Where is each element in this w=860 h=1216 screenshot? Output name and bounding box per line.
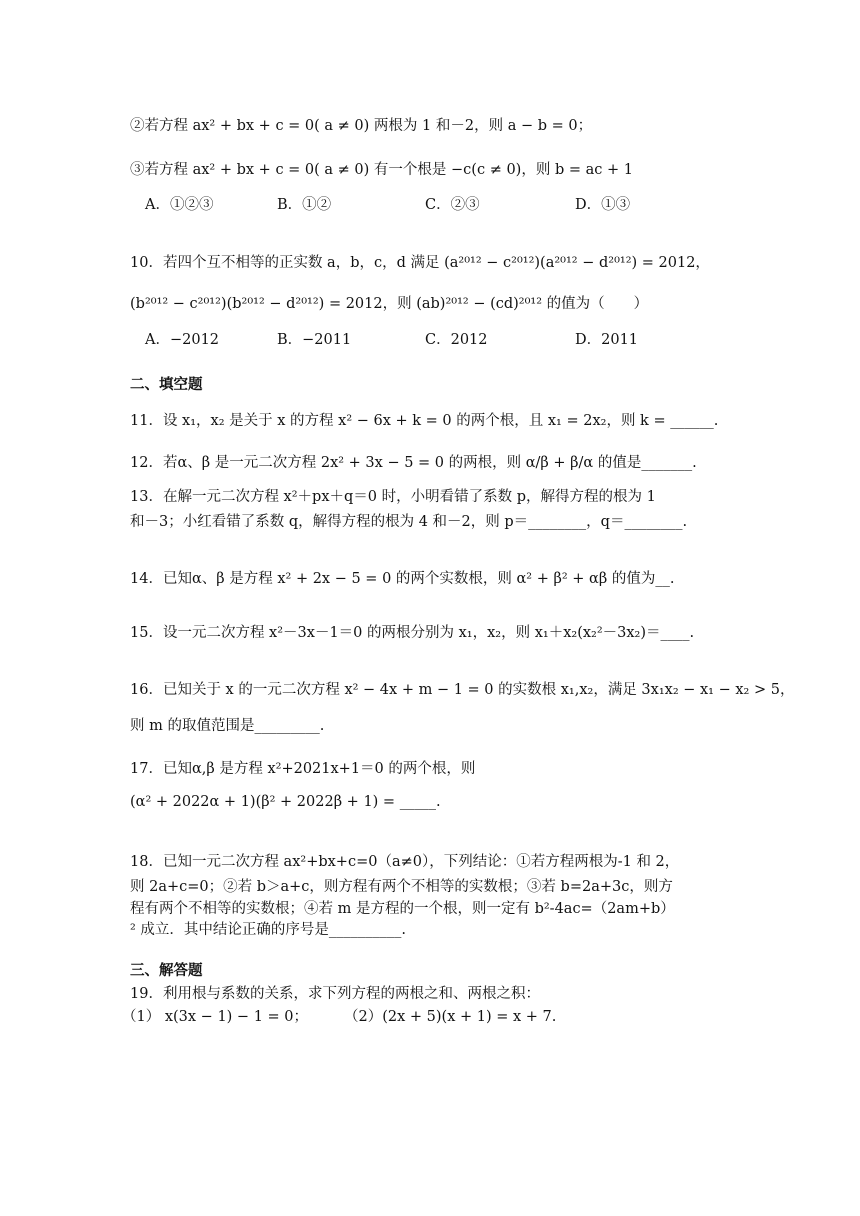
q9-option-a: A．①②③ [145,197,214,213]
q14: 14．已知α、β 是方程 x² + 2x − 5 = 0 的两个实数根，则 α² + β² + αβ 的值为__. [130,571,675,587]
q9-statement-2: ②若方程 ax² + bx + c = 0( a ≠ 0) 两根为 1 和－2，则 a − b = 0； [130,118,593,134]
q17-line-2: (α² + 2022α + 1)(β² + 2022β + 1) = _____. [130,794,441,810]
q18-line-2: 则 2a+c=0；②若 b＞a+c，则方程有两个不相等的实数根；③若 b=2a+3c，则方 [130,879,673,895]
q12: 12．若α、β 是一元二次方程 2x² + 3x − 5 = 0 的两根，则 α/β + β/α 的值是_______. [130,455,697,471]
q16-line-2: 则 m 的取值范围是_________. [130,718,325,734]
q15: 15．设一元二次方程 x²－3x－1＝0 的两根分别为 x₁，x₂，则 x₁＋x₂(x₂²－3x₂)＝____. [130,625,695,641]
q9-option-c: C．②③ [425,197,480,213]
q10-line-1: 10．若四个互不相等的正实数 a，b，c，d 满足 (a²⁰¹² − c²⁰¹²)(a²⁰¹² − d²⁰¹²) = 2012， [130,255,710,271]
q19-part-2: （2）(2x + 5)(x + 1) = x + 7. [344,1009,557,1025]
q10-option-b: B．−2011 [277,332,352,348]
q10-line-2: (b²⁰¹² − c²⁰¹²)(b²⁰¹² − d²⁰¹²) = 2012，则 (ab)²⁰¹² − (cd)²⁰¹² 的值为（ ） [130,296,649,312]
q16-line-1: 16．已知关于 x 的一元二次方程 x² − 4x + m − 1 = 0 的实数根 x₁,x₂，满足 3x₁x₂ − x₁ − x₂ > 5， [130,682,795,698]
section-heading-solve: 三、解答题 [130,962,203,979]
q18-line-4: ² 成立．其中结论正确的序号是__________. [130,922,407,938]
q18-line-1: 18．已知一元二次方程 ax²+bx+c=0（a≠0），下列结论：①若方程两根为-1 和 2， [130,854,680,870]
q9-option-b: B．①② [277,197,332,213]
q13-line-2: 和－3；小红看错了系数 q，解得方程的根为 4 和－2，则 p＝________，q＝________. [130,514,688,530]
q9-options [145,198,745,213]
section-heading-fill-in: 二、填空题 [130,376,203,393]
q9-option-d: D．①③ [575,197,631,213]
q19-part-1: （1） x(3x − 1) − 1 = 0； [122,1009,309,1025]
q10-options [145,333,745,348]
q9-statement-3: ③若方程 ax² + bx + c = 0( a ≠ 0) 有一个根是 −c(c ≠ 0)，则 b = ac + 1 [130,162,633,178]
q18-line-3: 程有两个不相等的实数根；④若 m 是方程的一个根，则一定有 b²-4ac=（2am+b） [130,901,675,917]
q19: 19．利用根与系数的关系，求下列方程的两根之和、两根之积： [130,986,540,1002]
q10-option-a: A．−2012 [145,332,220,348]
q19-parts [122,1010,722,1025]
q10-option-c: C．2012 [425,332,488,348]
q17-line-1: 17．已知α,β 是方程 x²+2021x+1＝0 的两个根，则 [130,761,476,777]
q10-option-d: D．2011 [575,332,639,348]
q11: 11．设 x₁，x₂ 是关于 x 的方程 x² − 6x + k = 0 的两个根，且 x₁ = 2x₂，则 k = ______. [130,413,719,429]
q13-line-1: 13．在解一元二次方程 x²＋px＋q＝0 时，小明看错了系数 p，解得方程的根为 1 [130,489,656,505]
